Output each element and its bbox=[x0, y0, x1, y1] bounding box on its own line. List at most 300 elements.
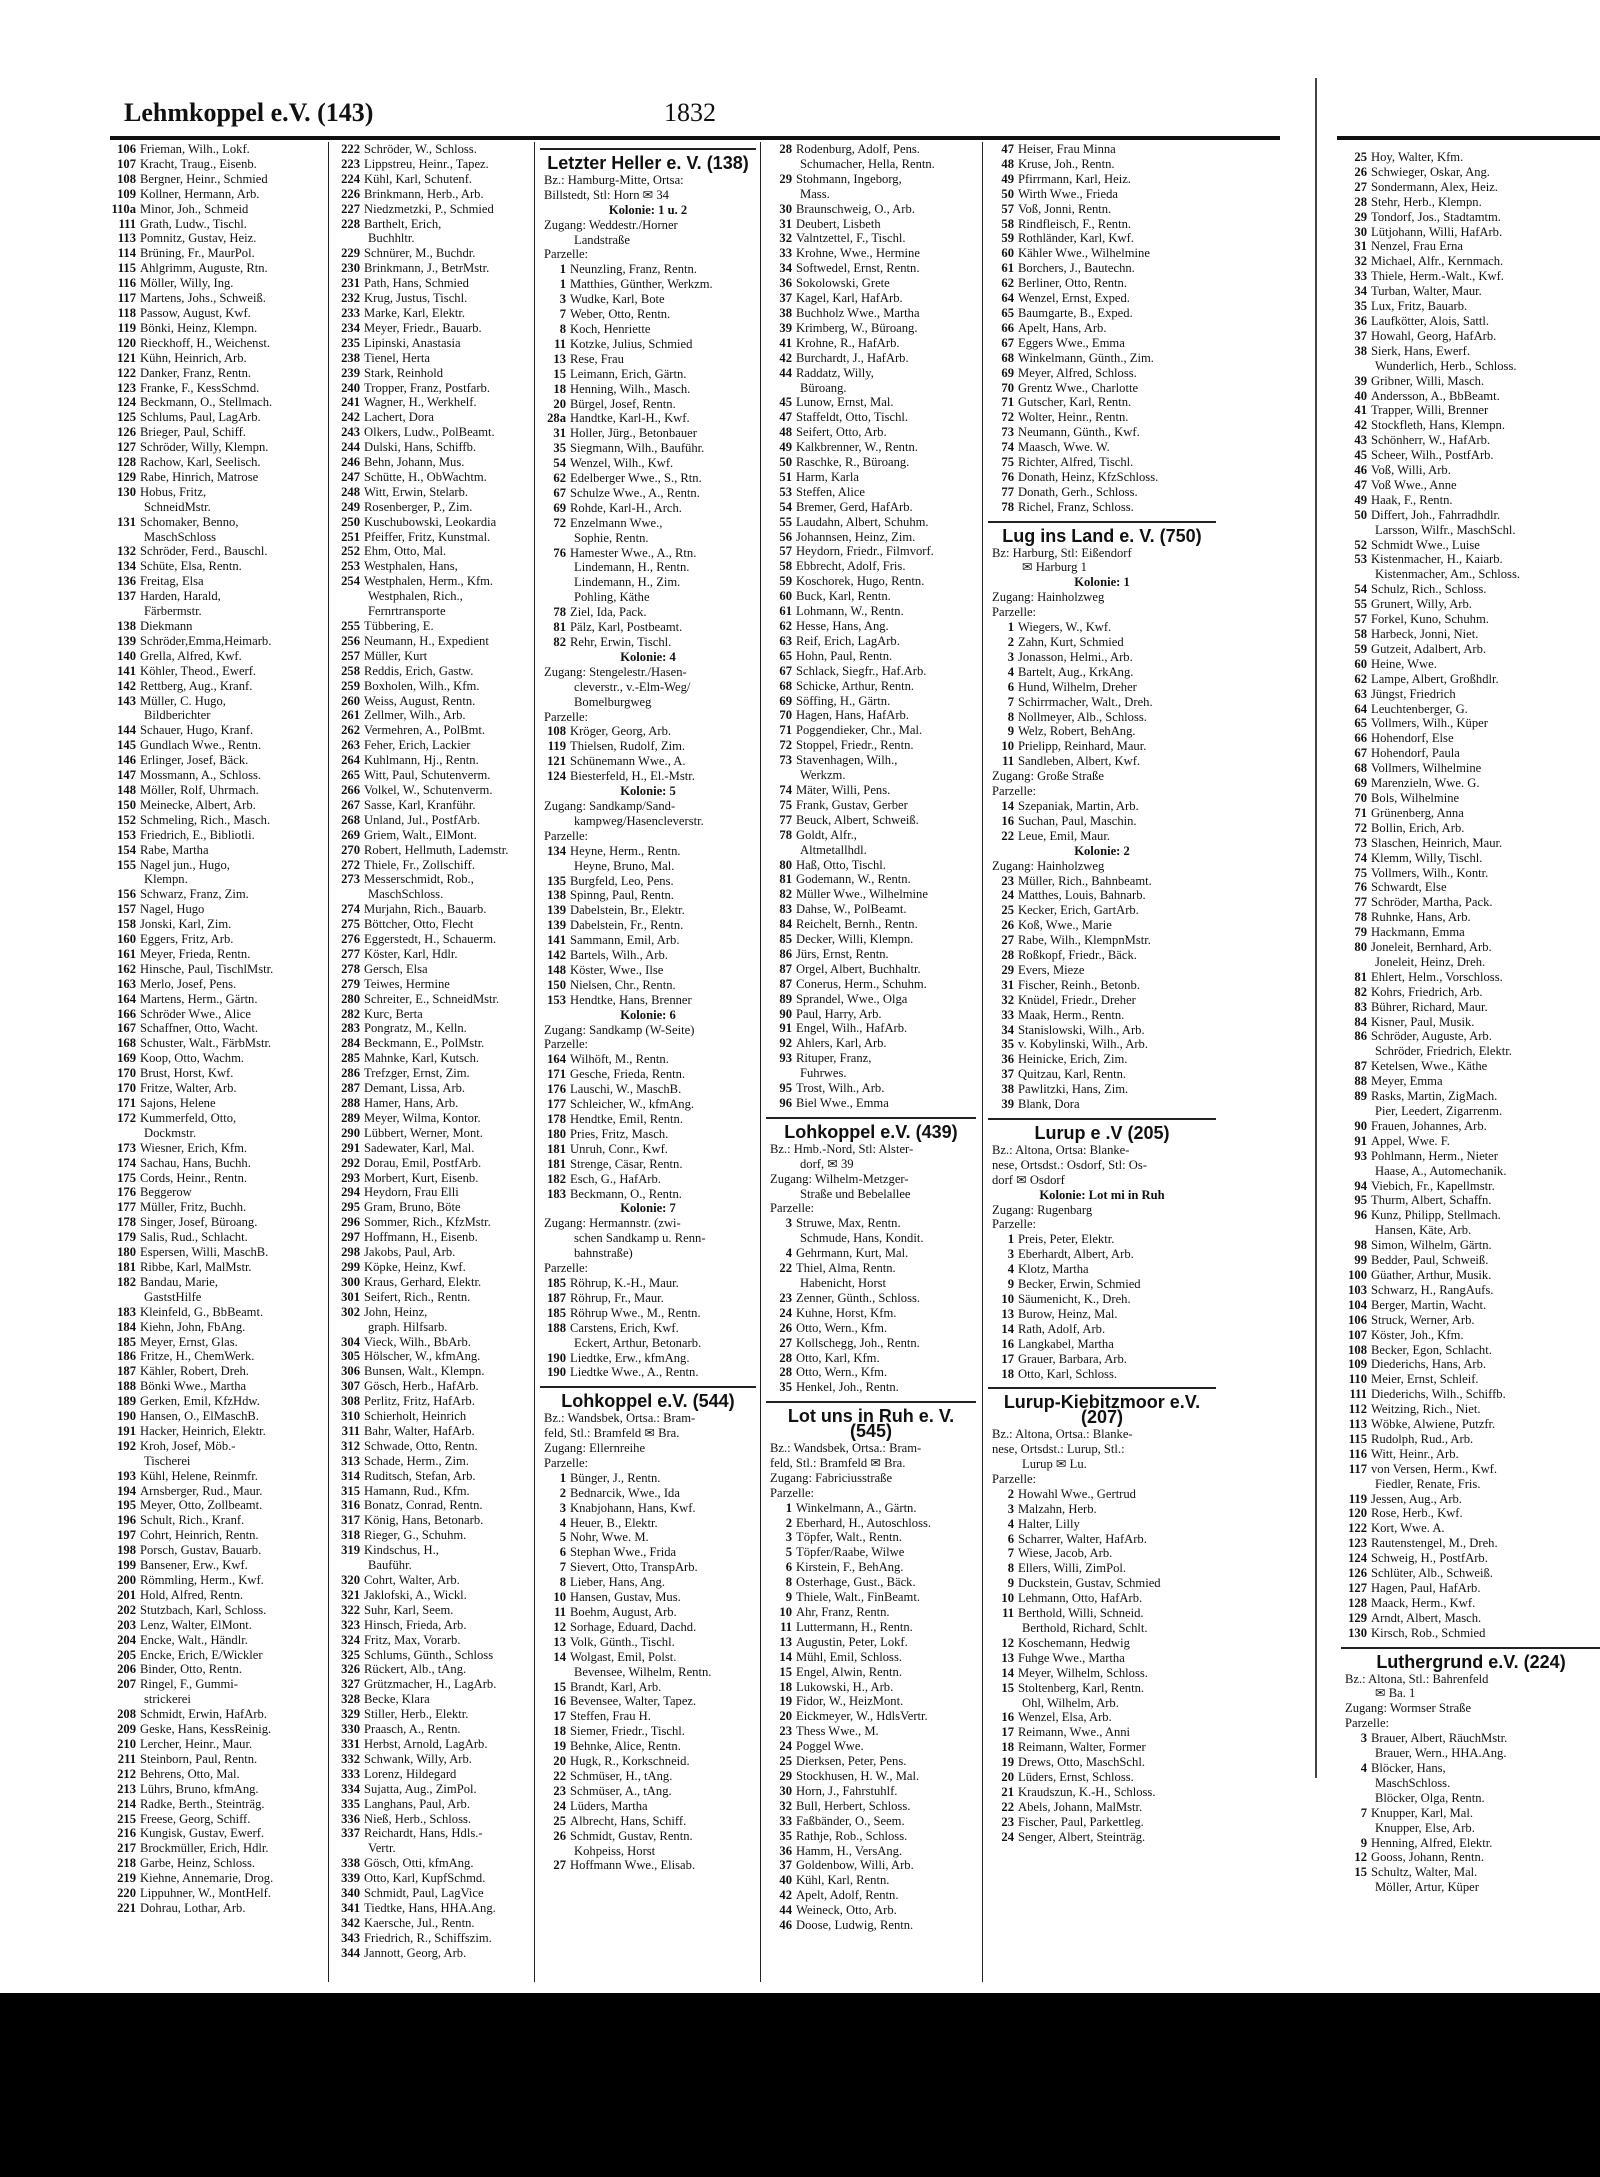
directory-entry: 70 Bols, Wilhelmine bbox=[1354, 790, 1460, 805]
directory-entry: 23 Fischer, Paul, Parkettleg. bbox=[1001, 1814, 1144, 1829]
directory-entry: 148 Köster, Wwe., Ilse bbox=[547, 962, 664, 977]
directory-entry: 214 Radke, Berth., Steinträg. bbox=[117, 1796, 265, 1811]
directory-entry: 188 Carstens, Erich, Kwf. bbox=[547, 1320, 679, 1335]
directory-entry: 339 Otto, Karl, KupfSchmd. bbox=[341, 1871, 486, 1886]
entry-continuation: ✉ Ba. 1 bbox=[1375, 1686, 1416, 1701]
directory-entry: 10 Hansen, Gustav, Mus. bbox=[553, 1590, 681, 1605]
directory-entry: 190 Hansen, O., ElMaschB. bbox=[117, 1409, 259, 1424]
entry-continuation: Joneleit, Heinz, Dreh. bbox=[1375, 954, 1486, 969]
directory-entry: 324 Fritz, Max, Vorarb. bbox=[341, 1632, 461, 1647]
directory-entry: 216 Kungisk, Gustav, Ewerf. bbox=[117, 1826, 265, 1841]
directory-entry: 60 Kähler Wwe., Wilhelmine bbox=[1001, 246, 1150, 261]
entry-continuation: Heyne, Bruno, Mal. bbox=[574, 858, 675, 873]
directory-entry: 74 Mäter, Willi, Pens. bbox=[779, 782, 891, 797]
directory-entry: 14 Mühl, Emil, Schloss. bbox=[779, 1649, 903, 1664]
directory-entry: 12 Koschemann, Hedwig bbox=[1001, 1635, 1130, 1650]
directory-entry: 109 Diederichs, Hans, Arb. bbox=[1348, 1357, 1487, 1372]
directory-entry: 39 Blank, Dora bbox=[1001, 1097, 1080, 1112]
directory-entry: 91 Appel, Wwe. F. bbox=[1354, 1133, 1450, 1148]
entry-continuation: Schmude, Hans, Kondit. bbox=[800, 1231, 924, 1246]
directory-entry: 302 John, Heinz, bbox=[341, 1304, 428, 1319]
directory-entry: 182 Esch, G., HafArb. bbox=[547, 1171, 661, 1186]
directory-entry: 239 Stark, Reinhold bbox=[341, 365, 444, 380]
directory-entry: 164 Martens, Herm., Gärtn. bbox=[117, 991, 258, 1006]
directory-entry: 46 Doose, Ludwig, Rentn. bbox=[779, 1918, 914, 1933]
directory-entry: 314 Ruditsch, Stefan, Arb. bbox=[341, 1468, 476, 1483]
directory-entry: 115 Rudolph, Rud., Arb. bbox=[1348, 1431, 1474, 1446]
directory-entry: 2 Zahn, Kurt, Schmied bbox=[1007, 635, 1124, 649]
directory-entry: 136 Freitag, Elsa bbox=[117, 574, 204, 589]
directory-entry: 228 Barthelt, Erich, bbox=[341, 216, 442, 231]
directory-entry: 328 Becke, Klara bbox=[341, 1692, 430, 1707]
directory-entry: 104 Berger, Martin, Wacht. bbox=[1348, 1297, 1487, 1312]
directory-entry: 310 Schierholt, Heinrich bbox=[341, 1409, 467, 1424]
entry-continuation: Sophie, Rentn. bbox=[574, 530, 649, 545]
directory-entry: 72 Enzelmann Wwe., bbox=[553, 515, 663, 530]
directory-entry: 76 Donath, Heinz, KfzSchloss. bbox=[1001, 469, 1159, 484]
entry-continuation: Landstraße bbox=[574, 232, 630, 247]
directory-entry: 341 Tiedtke, Hans, HHA.Ang. bbox=[341, 1900, 496, 1915]
directory-entry: 28 Rodenburg, Adolf, Pens. bbox=[779, 142, 920, 156]
directory-entry: 4 Halter, Lilly bbox=[1007, 1516, 1080, 1531]
entry-continuation: schen Sandkamp u. Renn- bbox=[574, 1231, 706, 1246]
directory-entry: 265 Witt, Paul, Schutenverm. bbox=[341, 768, 491, 783]
directory-entry: 60 Heine, Wwe. bbox=[1354, 656, 1437, 671]
directory-entry: 111 Diederichs, Wilh., Schiffb. bbox=[1349, 1387, 1506, 1402]
directory-entry: 278 Gersch, Elsa bbox=[341, 961, 428, 976]
directory-entry: 128 Rachow, Karl, Seelisch. bbox=[117, 455, 261, 470]
directory-entry: 227 Niedzmetzki, P., Schmied bbox=[341, 201, 494, 216]
section-info: Bz.: Altona, Stl.: Bahrenfeld bbox=[1345, 1671, 1489, 1686]
directory-entry: 117 von Versen, Herm., Kwf. bbox=[1348, 1461, 1498, 1476]
directory-entry: 3 Struwe, Max, Rentn. bbox=[785, 1216, 901, 1231]
directory-entry: 31 Deubert, Lisbeth bbox=[779, 216, 881, 231]
directory-entry: 269 Griem, Walt., ElMont. bbox=[341, 827, 477, 842]
directory-entry: 66 Apelt, Hans, Arb. bbox=[1001, 320, 1107, 335]
directory-entry: 244 Dulski, Hans, Schiffb. bbox=[341, 440, 477, 455]
directory-entry: 7 Weber, Otto, Rentn. bbox=[559, 307, 671, 322]
entry-continuation: Lurup ✉ Lu. bbox=[1022, 1457, 1087, 1472]
directory-entry: 329 Stiller, Herb., Elektr. bbox=[341, 1707, 469, 1722]
directory-entry: 108 Kröger, Georg, Arb. bbox=[547, 724, 672, 739]
directory-entry: 234 Meyer, Friedr., Bauarb. bbox=[341, 320, 482, 335]
directory-entry: 55 Laudahn, Albert, Schuhm. bbox=[779, 514, 929, 529]
directory-entry: 286 Trefzger, Ernst, Zim. bbox=[341, 1066, 470, 1081]
directory-entry: 25 Dierksen, Peter, Pens. bbox=[779, 1754, 907, 1769]
directory-entry: 256 Neumann, H., Expedient bbox=[341, 633, 489, 648]
directory-entry: 9 Duckstein, Gustav, Schmied bbox=[1007, 1576, 1161, 1591]
directory-entry: 83 Dahse, W., PolBeamt. bbox=[779, 902, 907, 917]
directory-entry: 50 Raschke, R., Büroang. bbox=[779, 455, 910, 470]
directory-entry: 34 Softwedel, Ernst, Rentn. bbox=[779, 261, 920, 276]
directory-entry: 288 Hamer, Hans, Arb. bbox=[341, 1096, 459, 1110]
entry-continuation: dorf, ✉ 39 bbox=[800, 1156, 854, 1171]
directory-entry: 71 Grünenberg, Anna bbox=[1354, 805, 1464, 820]
directory-entry: 190 Liedtke Wwe., A., Rentn. bbox=[547, 1365, 699, 1380]
directory-entry: 313 Schade, Herm., Zim. bbox=[341, 1453, 469, 1468]
column-divider bbox=[328, 142, 329, 1982]
directory-entry: 183 Beckmann, O., Rentn. bbox=[547, 1186, 682, 1201]
directory-entry: 235 Lipinski, Anastasia bbox=[341, 335, 461, 350]
directory-entry: 75 Frank, Gustav, Gerber bbox=[779, 797, 908, 812]
directory-entry: 32 Valntzettel, F., Tischl. bbox=[779, 231, 906, 246]
directory-entry: 337 Reichardt, Hans, Hdls.- bbox=[341, 1826, 483, 1841]
entry-continuation: MaschSchloss. bbox=[1375, 1775, 1451, 1790]
directory-entry: 41 Trapper, Willi, Brenner bbox=[1354, 403, 1489, 418]
entry-continuation: kampweg/Hasencleverstr. bbox=[574, 813, 704, 828]
directory-entry: 17 Grauer, Barbara, Arb. bbox=[1001, 1351, 1127, 1366]
directory-entry: 242 Lachert, Dora bbox=[341, 410, 434, 425]
directory-entry: 37 Goldenbow, Willi, Arb. bbox=[779, 1858, 914, 1873]
entry-continuation: Brauer, Wern., HHA.Ang. bbox=[1375, 1746, 1507, 1761]
directory-entry: 197 Cohrt, Heinrich, Rentn. bbox=[117, 1528, 259, 1543]
directory-entry: 139 Schröder,Emma,Heimarb. bbox=[117, 633, 272, 648]
directory-entry: 94 Viebich, Fr., Kapellmstr. bbox=[1354, 1178, 1495, 1193]
directory-entry: 103 Schwarz, H., RangAufs. bbox=[1348, 1282, 1494, 1297]
entry-continuation: Ohl, Wilhelm, Arb. bbox=[1022, 1695, 1119, 1710]
section-info: Zugang: Hermannstr. (zwi- bbox=[544, 1216, 681, 1231]
entry-continuation: Färbermstr. bbox=[144, 604, 202, 619]
directory-entry: 249 Rosenberger, P., Zim. bbox=[341, 499, 473, 514]
directory-entry: 20 Eickmeyer, W., HdlsVertr. bbox=[779, 1709, 928, 1724]
directory-entry: 196 Schult, Rich., Kranf. bbox=[117, 1513, 245, 1528]
directory-entry: 287 Demant, Lissa, Arb. bbox=[341, 1081, 466, 1096]
directory-entry: 36 Laufkötter, Alois, Sattl. bbox=[1354, 313, 1490, 328]
directory-entry: 14 Szepaniak, Martin, Arb. bbox=[1001, 798, 1139, 813]
directory-entry: 11 Kotzke, Julius, Schmied bbox=[554, 336, 693, 351]
directory-entry: 123 Franke, F., KessSchmd. bbox=[117, 380, 260, 395]
directory-entry: 108 Bergner, Heinr., Schmied bbox=[117, 171, 268, 186]
entry-continuation: Tischerei bbox=[144, 1453, 191, 1468]
directory-entry: 3 Knabjohann, Hans, Kwf. bbox=[559, 1500, 696, 1515]
directory-entry: 38 Buchholz Wwe., Martha bbox=[779, 305, 920, 320]
directory-entry: 19 Fidor, W., HeizMont. bbox=[779, 1694, 904, 1709]
directory-entry: 128 Maack, Herm., Kwf. bbox=[1348, 1595, 1476, 1610]
directory-entry: 206 Binder, Otto, Rentn. bbox=[117, 1662, 242, 1677]
directory-entry: 325 Schlums, Günth., Schloss bbox=[341, 1647, 494, 1662]
directory-entry: 61 Lohmann, W., Rentn. bbox=[779, 604, 904, 619]
page-number: 1832 bbox=[664, 98, 716, 127]
directory-entry: 168 Schuster, Walt., FärbMstr. bbox=[117, 1036, 272, 1051]
directory-entry: 114 Brüning, Fr., MaurPol. bbox=[117, 246, 255, 261]
directory-entry: 47 Staffeldt, Otto, Tischl. bbox=[779, 410, 909, 425]
directory-entry: 67 Schulze Wwe., A., Rentn. bbox=[553, 485, 700, 500]
directory-entry: 289 Meyer, Wilma, Kontor. bbox=[341, 1110, 481, 1125]
directory-entry: 7 Wiese, Jacob, Arb. bbox=[1007, 1546, 1113, 1561]
directory-entry: 57 Forkel, Kuno, Schuhm. bbox=[1354, 612, 1489, 627]
directory-entry: 8 Nollmeyer, Alb., Schloss. bbox=[1007, 709, 1147, 724]
directory-entry: 66 Hohendorf, Else bbox=[1354, 731, 1454, 746]
directory-entry: 261 Zellmer, Wilh., Arb. bbox=[341, 708, 466, 723]
directory-entry: 24 Matthes, Louis, Bahnarb. bbox=[1001, 888, 1146, 903]
directory-entry: 330 Praasch, A., Rentn. bbox=[341, 1722, 461, 1737]
directory-entry: 60 Buck, Karl, Rentn. bbox=[779, 589, 891, 604]
entry-continuation: Vertr. bbox=[368, 1841, 396, 1856]
directory-entry: 112 Weitzing, Rich., Niet. bbox=[1348, 1402, 1481, 1417]
directory-entry: 342 Kaersche, Jul., Rentn. bbox=[341, 1915, 475, 1930]
directory-entry: 120 Rieckhoff, H., Weichenst. bbox=[117, 335, 271, 350]
directory-entry: 4 Klotz, Martha bbox=[1007, 1262, 1089, 1277]
directory-entry: 198 Porsch, Gustav, Bauarb. bbox=[117, 1543, 262, 1558]
directory-entry: 163 Merlo, Josef, Pens. bbox=[117, 976, 237, 991]
directory-entry: 27 Sondermann, Alex, Heiz. bbox=[1354, 179, 1498, 194]
directory-entry: 108 Becker, Egon, Schlacht. bbox=[1348, 1342, 1492, 1357]
directory-entry: 40 Andersson, A., BbBeamt. bbox=[1354, 388, 1500, 403]
directory-entry: 26 Koß, Wwe., Marie bbox=[1001, 918, 1112, 933]
directory-entry: 25 Albrecht, Hans, Schiff. bbox=[553, 1813, 687, 1828]
section-info: Zugang: Rugenbarg bbox=[992, 1202, 1093, 1217]
directory-entry: 23 Zenner, Günth., Schloss. bbox=[779, 1290, 921, 1305]
directory-entry: 5 Töpfer/Raabe, Wilwe bbox=[785, 1545, 905, 1560]
directory-entry: 73 Slaschen, Heinrich, Maur. bbox=[1354, 835, 1503, 850]
directory-entry: 13 Rese, Frau bbox=[553, 351, 624, 366]
entry-continuation: Bevensee, Wilhelm, Rentn. bbox=[574, 1664, 712, 1679]
directory-entry: 202 Stutzbach, Karl, Schloss. bbox=[117, 1602, 267, 1617]
directory-entry: 62 Edelberger Wwe., S., Rtn. bbox=[553, 471, 702, 486]
column-3 bbox=[540, 142, 756, 1982]
directory-entry: 255 Tübbering, E. bbox=[341, 619, 434, 633]
directory-entry: 42 Burchardt, J., HafArb. bbox=[779, 350, 909, 365]
entry-continuation: Berthold, Richard, Schlt. bbox=[1022, 1621, 1148, 1635]
directory-entry: 16 Langkabel, Martha bbox=[1001, 1336, 1114, 1351]
running-head bbox=[124, 90, 1280, 136]
directory-entry: 57 Voß, Jonni, Rentn. bbox=[1001, 201, 1112, 216]
directory-entry: 130 Hobus, Fritz, bbox=[117, 484, 207, 499]
directory-entry: 74 Maasch, Wwe. W. bbox=[1001, 440, 1110, 455]
directory-entry: 170 Brust, Horst, Kwf. bbox=[117, 1066, 234, 1081]
directory-entry: 44 Weineck, Otto, Arb. bbox=[779, 1903, 897, 1918]
association-heading: Lohkoppel e.V. (439) bbox=[766, 1117, 976, 1140]
section-info: Parzelle: bbox=[992, 784, 1037, 799]
directory-entry: 212 Behrens, Otto, Mal. bbox=[117, 1766, 240, 1781]
directory-entry: 58 Ebbrecht, Adolf, Fris. bbox=[779, 559, 906, 574]
directory-entry: 83 Bührer, Richard, Maur. bbox=[1354, 999, 1488, 1014]
section-info: Bz.: Wandsbek, Ortsa.: Bram- bbox=[770, 1441, 922, 1456]
directory-entry: 222 Schröder, W., Schloss. bbox=[341, 142, 477, 156]
entry-continuation: Schumacher, Hella, Rentn. bbox=[800, 156, 935, 171]
directory-entry: 201 Hold, Alfred, Rentn. bbox=[117, 1587, 244, 1602]
directory-entry: 147 Mossmann, A., Schloss. bbox=[117, 768, 262, 783]
directory-entry: 185 Meyer, Ernst, Glas. bbox=[117, 1334, 238, 1349]
directory-entry: 179 Salis, Rud., Schlacht. bbox=[117, 1230, 248, 1245]
directory-entry: 58 Rindfleisch, F., Rentn. bbox=[1001, 216, 1132, 231]
directory-entry: 54 Bremer, Gerd, HafArb. bbox=[779, 499, 913, 514]
directory-entry: 219 Kiehne, Annemarie, Drog. bbox=[117, 1871, 274, 1886]
directory-entry: 64 Wenzel, Ernst, Exped. bbox=[1001, 291, 1130, 306]
directory-entry: 37 Howahl, Georg, HafArb. bbox=[1354, 328, 1497, 343]
directory-entry: 10 Ahr, Franz, Rentn. bbox=[779, 1605, 890, 1619]
directory-entry: 123 Rautenstengel, M., Dreh. bbox=[1348, 1536, 1498, 1551]
directory-entry: 25 Kecker, Erich, GartArb. bbox=[1001, 903, 1139, 918]
directory-entry: 338 Gösch, Otti, kfmAng. bbox=[341, 1856, 474, 1871]
directory-entry: 8 Osterhage, Gust., Bäck. bbox=[785, 1575, 916, 1590]
directory-entry: 319 Kindschus, H., bbox=[341, 1543, 439, 1558]
directory-entry: 67 Hohendorf, Paula bbox=[1354, 746, 1460, 761]
directory-entry: 343 Friedrich, R., Schiffszim. bbox=[341, 1930, 492, 1945]
directory-entry: 75 Vollmers, Wilh., Kontr. bbox=[1354, 865, 1489, 880]
entry-continuation: Fiedler, Renate, Fris. bbox=[1375, 1476, 1481, 1491]
directory-entry: 1 Wiegers, W., Kwf. bbox=[1007, 620, 1112, 635]
directory-entry: 124 Schweig, H., PostfArb. bbox=[1348, 1551, 1488, 1566]
directory-entry: 257 Müller, Kurt bbox=[341, 648, 428, 663]
directory-entry: 291 Sadewater, Karl, Mal. bbox=[341, 1140, 475, 1155]
directory-entry: 217 Brockmüller, Erich, Hdlr. bbox=[117, 1841, 269, 1856]
directory-entry: 37 Kagel, Karl, HafArb. bbox=[779, 291, 903, 306]
directory-entry: 72 Stoppel, Friedr., Rentn. bbox=[779, 738, 914, 753]
directory-entry: 42 Apelt, Adolf, Rentn. bbox=[779, 1888, 899, 1903]
directory-entry: 52 Schmidt Wwe., Luise bbox=[1354, 537, 1480, 552]
entry-continuation: Altmetallhdl. bbox=[800, 842, 867, 857]
header-rule bbox=[110, 136, 1280, 140]
directory-entry: 28 Stehr, Herb., Klempn. bbox=[1354, 194, 1482, 209]
directory-entry: 331 Herbst, Arnold, LagArb. bbox=[341, 1736, 488, 1751]
facing-page bbox=[1315, 78, 1600, 1895]
directory-entry: 139 Dabelstein, Br., Elektr. bbox=[547, 903, 685, 918]
directory-entry: 22 Abels, Johann, MalMstr. bbox=[1001, 1799, 1143, 1814]
directory-entry: 307 Gösch, Herb., HafArb. bbox=[341, 1379, 479, 1394]
entry-continuation: Kistenmacher, Am., Schloss. bbox=[1375, 567, 1521, 582]
directory-entry: 45 Scheer, Wilh., PostfArb. bbox=[1354, 448, 1494, 463]
directory-entry: 121 Kühn, Heinrich, Arb. bbox=[117, 350, 247, 365]
directory-entry: 224 Kühl, Karl, Schutenf. bbox=[341, 171, 473, 186]
directory-entry: 85 Decker, Willi, Klempn. bbox=[779, 932, 914, 947]
directory-entry: 13 Fuhge Wwe., Martha bbox=[1001, 1650, 1125, 1665]
entry-continuation: Büroang. bbox=[800, 380, 847, 395]
directory-entry: 14 Meyer, Wilhelm, Schloss. bbox=[1001, 1665, 1148, 1680]
directory-entry: 18 Lukowski, H., Arb. bbox=[779, 1679, 894, 1694]
directory-entry: 334 Sujatta, Aug., ZimPol. bbox=[341, 1781, 477, 1796]
directory-entry: 143 Müller, C. Hugo, bbox=[117, 693, 226, 708]
directory-entry: 3 Brauer, Albert, RäuchMstr. bbox=[1360, 1731, 1508, 1746]
directory-entry: 36 Hamm, H., VersAng. bbox=[779, 1843, 903, 1858]
section-info: Zugang: Hainholzweg bbox=[992, 858, 1105, 873]
entry-continuation: Eckert, Arthur, Betonarb. bbox=[574, 1335, 702, 1350]
directory-entry: 48 Kruse, Joh., Rentn. bbox=[1001, 156, 1115, 171]
entry-continuation: strickerei bbox=[144, 1692, 191, 1707]
directory-entry: 134 Heyne, Herm., Rentn. bbox=[547, 843, 681, 858]
directory-entry: 140 Grella, Alfred, Kwf. bbox=[117, 648, 242, 663]
entry-continuation: Fernrtransporte bbox=[368, 604, 446, 619]
directory-entry: 317 König, Hans, Betonarb. bbox=[341, 1513, 484, 1528]
directory-entry: 115 Ahlgrimm, Auguste, Rtn. bbox=[117, 261, 268, 276]
directory-entry: 6 Kirstein, F., BehAng. bbox=[785, 1560, 904, 1575]
entry-continuation: Bildberichter bbox=[144, 708, 211, 723]
directory-entry: 56 Johannsen, Heinz, Zim. bbox=[779, 529, 916, 544]
section-info: Parzelle: bbox=[544, 1037, 589, 1052]
directory-entry: 9 Thiele, Walt., FinBeamt. bbox=[785, 1590, 920, 1605]
directory-entry: 262 Vermehren, A., PolBmt. bbox=[341, 723, 486, 738]
colony-heading: Kolonie: 7 bbox=[620, 1201, 676, 1216]
directory-entry: 22 Schmüser, H., tAng. bbox=[553, 1768, 673, 1783]
directory-entry: 203 Lenz, Walter, ElMont. bbox=[117, 1617, 252, 1632]
directory-entry: 16 Wenzel, Elsa, Arb. bbox=[1001, 1710, 1112, 1725]
directory-entry: 127 Schröder, Willy, Klempn. bbox=[117, 440, 269, 455]
entry-continuation: GaststHilfe bbox=[144, 1289, 202, 1304]
directory-entry: 180 Pries, Fritz, Masch. bbox=[547, 1126, 669, 1141]
directory-entry: 16 Suchan, Paul, Maschin. bbox=[1001, 813, 1137, 828]
directory-entry: 88 Meyer, Emma bbox=[1354, 1074, 1443, 1089]
directory-entry: 118 Passow, August, Kwf. bbox=[117, 305, 251, 320]
directory-entry: 181 Unruh, Conr., Kwf. bbox=[547, 1141, 668, 1156]
directory-entry: 28 Otto, Karl, Kfm. bbox=[779, 1350, 880, 1365]
entry-continuation: Straße und Bebelallee bbox=[800, 1186, 911, 1201]
directory-entry: 69 Meyer, Alfred, Schloss. bbox=[1001, 365, 1137, 380]
directory-entry: 34 Stanislowski, Wilh., Arb. bbox=[1001, 1022, 1145, 1037]
directory-entry: 181 Strenge, Cäsar, Rentn. bbox=[547, 1156, 683, 1171]
directory-entry: 240 Tropper, Franz, Postfarb. bbox=[341, 380, 491, 395]
directory-entry: 129 Rabe, Hinrich, Matrose bbox=[117, 469, 259, 484]
directory-entry: 32 Michael, Alfr., Kernmach. bbox=[1354, 254, 1504, 269]
directory-entry: 45 Lunow, Ernst, Mal. bbox=[779, 395, 894, 410]
directory-entry: 100 Güather, Arthur, Musik. bbox=[1348, 1267, 1492, 1282]
directory-entry: 24 Senger, Albert, Steinträg. bbox=[1001, 1829, 1146, 1844]
directory-entry: 153 Friedrich, E., Bibliotli. bbox=[117, 827, 255, 842]
directory-entry: 69 Rohde, Karl-H., Arch. bbox=[553, 500, 682, 515]
directory-entry: 258 Reddis, Erich, Gastw. bbox=[341, 663, 474, 678]
directory-entry: 141 Köhler, Theod., Ewerf. bbox=[117, 663, 257, 678]
section-info: Bz.: Altona, Ortsa: Blanke- bbox=[992, 1142, 1130, 1157]
directory-entry: 65 Baumgarte, B., Exped. bbox=[1001, 305, 1133, 320]
directory-entry: 308 Perlitz, Fritz, HafArb. bbox=[341, 1394, 475, 1409]
directory-entry: 87 Orgel, Albert, Buchhaltr. bbox=[779, 961, 921, 976]
directory-entry: 321 Jaklofski, A., Wickl. bbox=[341, 1587, 467, 1602]
association-heading: Lurup-Kiebitzmoor e.V. (207) bbox=[988, 1387, 1216, 1425]
directory-entry: 130 Kirsch, Rob., Schmied bbox=[1348, 1625, 1486, 1640]
directory-entry: 207 Ringel, F., Gummi- bbox=[117, 1677, 238, 1692]
directory-entry: 113 Wöbke, Alwiene, Putzfr. bbox=[1348, 1417, 1496, 1432]
section-info: Parzelle: bbox=[992, 605, 1037, 620]
directory-entry: 9 Becker, Erwin, Schmied bbox=[1007, 1277, 1141, 1292]
directory-entry: 315 Hamann, Rud., Kfm. bbox=[341, 1483, 470, 1498]
directory-entry: 79 Hackmann, Emma bbox=[1354, 925, 1465, 940]
directory-entry: 238 Tienel, Herta bbox=[341, 350, 430, 365]
directory-entry: 332 Schwank, Willy, Arb. bbox=[341, 1751, 472, 1766]
directory-entry: 29 Evers, Mieze bbox=[1001, 962, 1085, 977]
directory-entry: 124 Beckmann, O., Stellmach. bbox=[117, 395, 273, 410]
section-info: Bz.: Hmb.-Nord, Stl: Alster- bbox=[770, 1141, 914, 1156]
directory-entry: 230 Brinkmann, J., BetrMstr. bbox=[341, 261, 490, 276]
directory-entry: 172 Kummerfeld, Otto, bbox=[117, 1110, 237, 1125]
directory-entry: 53 Kistenmacher, H., Kaiarb. bbox=[1354, 552, 1503, 567]
association-heading: Lohkoppel e.V. (544) bbox=[540, 1386, 756, 1409]
directory-entry: 137 Harden, Harald, bbox=[117, 589, 221, 604]
directory-entry: 284 Beckmann, E., PolMstr. bbox=[341, 1036, 485, 1051]
directory-entry: 62 Hesse, Hans, Ang. bbox=[779, 619, 889, 633]
directory-entry: 210 Lercher, Heinr., Maur. bbox=[117, 1736, 253, 1751]
directory-entry: 16 Bevensee, Walter, Tapez. bbox=[553, 1694, 697, 1709]
directory-entry: 10 Lehmann, Otto, HafArb. bbox=[1001, 1591, 1143, 1606]
directory-entry: 33 Maak, Herm., Rentn. bbox=[1001, 1007, 1125, 1022]
colony-heading: Kolonie: 1 u. 2 bbox=[608, 202, 688, 217]
entry-continuation: Buchhltr. bbox=[368, 231, 415, 246]
directory-entry: 22 Thiel, Alma, Rentn. bbox=[779, 1261, 896, 1276]
directory-entry: 63 Jüngst, Friedrich bbox=[1354, 686, 1456, 701]
directory-entry: 71 Gutscher, Karl, Rentn. bbox=[1001, 395, 1132, 410]
directory-entry: 89 Rasks, Martin, ZigMach. bbox=[1354, 1089, 1498, 1104]
section-info: Zugang: Fabriciusstraße bbox=[770, 1470, 893, 1485]
directory-entry: 232 Krug, Justus, Tischl. bbox=[341, 291, 468, 306]
entry-continuation: cleverstr., v.-Elm-Weg/ bbox=[574, 679, 691, 694]
directory-entry: 33 Faßbänder, O., Seem. bbox=[779, 1813, 905, 1828]
directory-entry: 170 Fritze, Walter, Arb. bbox=[117, 1081, 237, 1096]
directory-entry: 33 Thiele, Herm.-Walt., Kwf. bbox=[1354, 269, 1504, 284]
directory-entry: 95 Thurm, Albert, Schaffn. bbox=[1354, 1193, 1492, 1208]
directory-entry: 135 Burgfeld, Leo, Pens. bbox=[547, 873, 674, 888]
directory-entry: 318 Rieger, G., Schuhm. bbox=[341, 1528, 467, 1543]
directory-entry: 177 Müller, Fritz, Buchh. bbox=[117, 1200, 247, 1215]
directory-entry: 251 Pfeiffer, Fritz, Kunstmal. bbox=[341, 529, 491, 544]
directory-entry: 116 Witt, Heinr., Arb. bbox=[1348, 1446, 1459, 1461]
